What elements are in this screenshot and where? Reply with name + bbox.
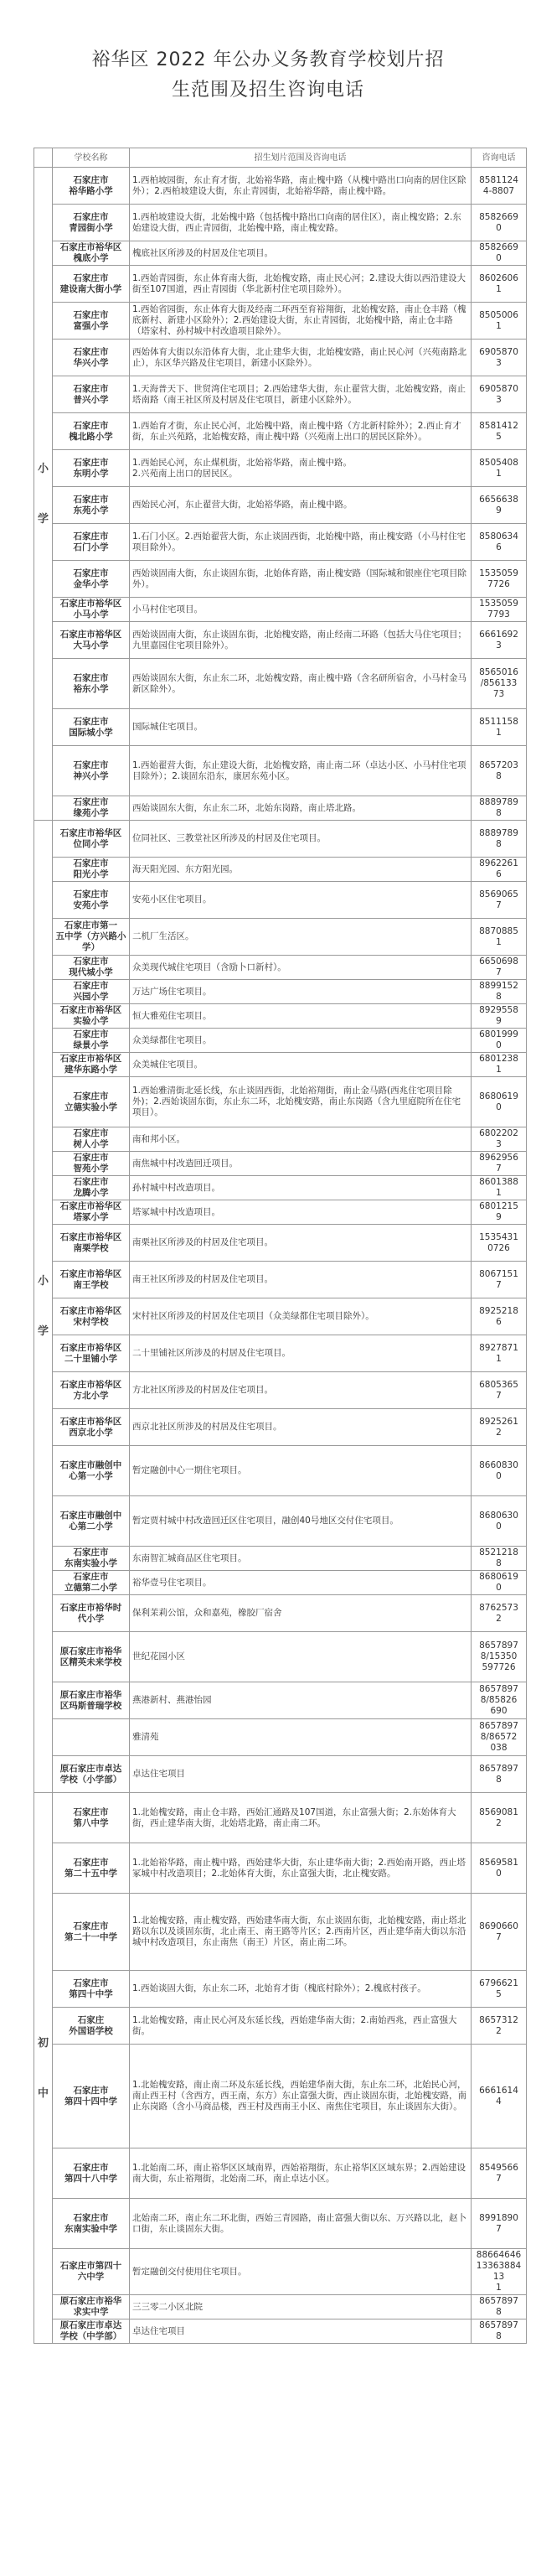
enrollment-scope: 1.西柏坡园街，东止育才街，北始裕华路，南止槐中路（从槐中路出口向南的居住区除外）；2.西柏坡建设大街，东止青园街，北始裕华路，南止槐中路。 bbox=[130, 168, 472, 205]
school-name: 石家庄市 第二十一中学 bbox=[53, 1894, 130, 1971]
table-row bbox=[34, 1793, 527, 1843]
enrollment-scope: 西始谈固东大街，东止东二环，北始东岗路，南止塔北路。 bbox=[130, 796, 472, 821]
table-row bbox=[34, 980, 527, 1004]
school-name: 石家庄市 第四十四中学 bbox=[53, 2045, 130, 2148]
table-row bbox=[34, 1496, 527, 1547]
enrollment-scope: 西始体育大街以东沿体育大街，北止建华大街，北始槐安路，南止民心河（兴苑南路北止），东区华兴路及住宅项目，新建小区除外）。 bbox=[130, 339, 472, 376]
phone-number: 6801215 9 bbox=[472, 1200, 527, 1225]
school-name: 石家庄市裕华区 南栗学校 bbox=[53, 1225, 130, 1262]
phone-number: 88664646 1336388413 1 bbox=[472, 2249, 527, 2295]
phone-number: 8680619 0 bbox=[472, 1077, 527, 1127]
table-row bbox=[34, 205, 527, 241]
enrollment-scope: 1.西始民心河，东止煤机街，北始裕华路，南止槐中路。 2.兴苑南上出口的居民区。 bbox=[130, 450, 472, 487]
phone-number: 8580634 6 bbox=[472, 524, 527, 561]
phone-number: 6805365 7 bbox=[472, 1372, 527, 1409]
school-name: 石家庄市 智苑小学 bbox=[53, 1152, 130, 1176]
table-row bbox=[34, 303, 527, 339]
enrollment-scope: 1.西始青园街，东止体育南大街，北始槐安路，南止民心河；2.建设大街以西沿建设大街至107国道，西止青园街（华北新村住宅项目除外）。 bbox=[130, 266, 472, 303]
table-row bbox=[34, 2045, 527, 2148]
table-row bbox=[34, 1152, 527, 1176]
table-row bbox=[34, 1843, 527, 1894]
table-row bbox=[34, 1127, 527, 1152]
school-name: 石家庄市 裕华路小学 bbox=[53, 168, 130, 205]
school-name: 石家庄市 裕东小学 bbox=[53, 659, 130, 709]
phone-number: 8657312 2 bbox=[472, 2008, 527, 2045]
school-name: 石家庄市 立德第二小学 bbox=[53, 1571, 130, 1595]
enrollment-scope: 暂定贾村城中村改造回迁区住宅项目，融创40号地区交付住宅项目。 bbox=[130, 1496, 472, 1547]
table-row bbox=[34, 1446, 527, 1496]
enrollment-scope: 南王社区所涉及的村居及住宅项目。 bbox=[130, 1262, 472, 1298]
phone-number: 6661692 3 bbox=[472, 622, 527, 659]
phone-number: 6905870 3 bbox=[472, 339, 527, 376]
enrollment-scope: 北始南二环，南止东二环北街，西始三青园路，南止富强大街以东、万兴路以北，赵卜口街，东止谈固东大街。 bbox=[130, 2199, 472, 2249]
school-name: 石家庄市 第二十五中学 bbox=[53, 1843, 130, 1894]
table-row bbox=[34, 956, 527, 980]
school-name: 石家庄市 阳光小学 bbox=[53, 858, 130, 882]
enrollment-scope: 卓达住宅项目 bbox=[130, 1756, 472, 1793]
table-row bbox=[34, 1719, 527, 1756]
table-row bbox=[34, 2199, 527, 2249]
table-row bbox=[34, 858, 527, 882]
enrollment-scope: 二机厂生活区。 bbox=[130, 919, 472, 956]
table-row bbox=[34, 1053, 527, 1077]
enrollment-scope: 海天阳光园、东方阳光园。 bbox=[130, 858, 472, 882]
table-row bbox=[34, 659, 527, 709]
school-name: 石家庄市裕华区 南王学校 bbox=[53, 1262, 130, 1298]
table-row bbox=[34, 882, 527, 919]
enrollment-scope: 恒大雅苑住宅项目。 bbox=[130, 1004, 472, 1029]
table-row bbox=[34, 622, 527, 659]
school-name: 石家庄市 建设南大街小学 bbox=[53, 266, 130, 303]
table-row bbox=[34, 1004, 527, 1029]
school-name: 石家庄市 普兴小学 bbox=[53, 376, 130, 413]
phone-number: 6905870 3 bbox=[472, 376, 527, 413]
school-name: 石家庄市裕华时 代小学 bbox=[53, 1595, 130, 1632]
phone-number: 8067151 7 bbox=[472, 1262, 527, 1298]
phone-number: 8657897 8/15350 597726 bbox=[472, 1632, 527, 1682]
phone-number: 8870885 1 bbox=[472, 919, 527, 956]
enrollment-scope: 西始民心河，东止翟营大街，北始裕华路，南止槐中路。 bbox=[130, 487, 472, 524]
enrollment-scope: 1.北始槐安路，南止槐安路，西始建华南大街，东止谈固东街，北始槐安路，南止塔北路以东以及谈固东街，北止南王、南王路等片区；2.西南片区，西止建华南大街以东沿城中村改造项目，东止南焦（南王）片区，南止南二环。 bbox=[130, 1894, 472, 1971]
table-row bbox=[34, 1547, 527, 1571]
enrollment-scope: 众美城住宅项目。 bbox=[130, 1053, 472, 1077]
enrollment-scope: 1.西始育才街，东止民心河，北始槐中路，南止槐中路（方北新村除外）；2.西止育才街，东止兴苑路，北始槐安路，南止槐中路（兴苑南上出口的居民区除外）。 bbox=[130, 413, 472, 450]
phone-number: 8962956 7 bbox=[472, 1152, 527, 1176]
school-name: 石家庄市 立德实验小学 bbox=[53, 1077, 130, 1127]
phone-number: 8962261 6 bbox=[472, 858, 527, 882]
phone-number: 8601388 1 bbox=[472, 1176, 527, 1200]
school-name: 石家庄市 金华小学 bbox=[53, 561, 130, 598]
table-row bbox=[34, 376, 527, 413]
phone-number: 8657897 8 bbox=[472, 2319, 527, 2344]
school-name: 石家庄市 东明小学 bbox=[53, 450, 130, 487]
table-row bbox=[34, 241, 527, 266]
header-scope: 招生划片范围及咨询电话 bbox=[130, 148, 472, 168]
phone-number: 6796621 5 bbox=[472, 1971, 527, 2008]
table-header-row bbox=[34, 148, 527, 168]
title-line-1: 裕华区 2022 年公办义务教育学校划片招 bbox=[91, 49, 445, 70]
enrollment-scope: 南焦城中村改造回迁项目。 bbox=[130, 1152, 472, 1176]
enrollment-scope: 雅清苑 bbox=[130, 1719, 472, 1756]
school-name: 石家庄市 槐北路小学 bbox=[53, 413, 130, 450]
phone-number: 8521218 8 bbox=[472, 1547, 527, 1571]
phone-number: 6661614 4 bbox=[472, 2045, 527, 2148]
table-row bbox=[34, 339, 527, 376]
phone-number: 8889789 8 bbox=[472, 821, 527, 858]
table-row bbox=[34, 709, 527, 746]
phone-number: 6802202 3 bbox=[472, 1127, 527, 1152]
enrollment-scope: 塔冢城中村改造项目。 bbox=[130, 1200, 472, 1225]
enrollment-scope: 东南智汇城商品区住宅项目。 bbox=[130, 1547, 472, 1571]
school-name: 石家庄市 国际城小学 bbox=[53, 709, 130, 746]
enrollment-scope: 卓达住宅项目 bbox=[130, 2319, 472, 2344]
enrollment-scope: 1.北始槐安路，南止民心河及东延长线，西始建华南大街；2.南始西兆，西止富强大街。 bbox=[130, 2008, 472, 2045]
enrollment-scope: 西京北社区所涉及的村居及住宅项目。 bbox=[130, 1409, 472, 1446]
phone-number: 8657897 8/85826 690 bbox=[472, 1682, 527, 1719]
header-section bbox=[34, 148, 53, 168]
table-row bbox=[34, 1077, 527, 1127]
enrollment-scope: 1.西始省园街，东止体育大街及经南二环西至育裕翔街，北始槐安路，南止仓丰路（槐底新村、新建小区除外）；2.西始建设大街，东止青园街，北始槐中路，南止仓丰路（塔家村、孙村城中村改造项目除外）。 bbox=[130, 303, 472, 339]
header-phone: 咨询电话 bbox=[472, 148, 527, 168]
table-row bbox=[34, 821, 527, 858]
table-row bbox=[34, 2148, 527, 2199]
school-name: 石家庄市第一 五中学（方兴路小 学） bbox=[53, 919, 130, 956]
phone-number: 8582669 0 bbox=[472, 205, 527, 241]
school-name: 石家庄市 第四十八中学 bbox=[53, 2148, 130, 2199]
table-row bbox=[34, 1176, 527, 1200]
table-row bbox=[34, 1571, 527, 1595]
enrollment-scope: 国际城住宅项目。 bbox=[130, 709, 472, 746]
phone-number: 8511158 1 bbox=[472, 709, 527, 746]
enrollment-scope: 安苑小区住宅项目。 bbox=[130, 882, 472, 919]
enrollment-scope: 1.北始槐安路，南止南二环及东延长线，西始建华南大街，东止东二环，北始民心河，南止西王村（含西方，西王南，东方）东止富强大街，西止谈固东街，北始槐安路，南止东岗路（含小马商品楼，西王村及西南王小区、南焦住宅项目，东止谈固东大街）。 bbox=[130, 2045, 472, 2148]
school-name: 石家庄市 青园街小学 bbox=[53, 205, 130, 241]
school-name: 石家庄市 绿景小学 bbox=[53, 1029, 130, 1053]
table-row bbox=[34, 1200, 527, 1225]
enrollment-scope: 南和邦小区。 bbox=[130, 1127, 472, 1152]
school-name: 石家庄市 神兴小学 bbox=[53, 746, 130, 796]
phone-number: 6801238 1 bbox=[472, 1053, 527, 1077]
school-name: 石家庄市 第四十中学 bbox=[53, 1971, 130, 2008]
school-name bbox=[53, 1719, 130, 1756]
header-school: 学校名称 bbox=[53, 148, 130, 168]
school-name: 石家庄市裕华区 二十里铺小学 bbox=[53, 1335, 130, 1372]
school-name: 石家庄市裕华区 实验小学 bbox=[53, 1004, 130, 1029]
enrollment-scope: 1.北始南二环，南止裕华区区域南界，西始裕翔街，东止裕华区区域东界；2.西始建设南大街，东止裕翔街，北始南二环，南止卓达小区。 bbox=[130, 2148, 472, 2199]
school-name: 石家庄市 石门小学 bbox=[53, 524, 130, 561]
table-row bbox=[34, 2295, 527, 2319]
phone-number: 8565016 /856133 73 bbox=[472, 659, 527, 709]
table-row bbox=[34, 1971, 527, 2008]
table-row bbox=[34, 1595, 527, 1632]
phone-number: 1535431 0726 bbox=[472, 1225, 527, 1262]
phone-number: 8569081 2 bbox=[472, 1793, 527, 1843]
phone-number: 8690660 7 bbox=[472, 1894, 527, 1971]
school-name: 石家庄市裕华区 大马小学 bbox=[53, 622, 130, 659]
table-row bbox=[34, 1894, 527, 1971]
table-row bbox=[34, 1372, 527, 1409]
phone-number: 8657203 8 bbox=[472, 746, 527, 796]
school-name: 石家庄市裕华区 宋村学校 bbox=[53, 1298, 130, 1335]
enrollment-scope: 1.天海普天下、世贸湾住宅项目；2.西始建华大街，东止翟营大街，北始槐安路，南止塔南路（南王社区所及村居及住宅项目，新建小区除外）。 bbox=[130, 376, 472, 413]
phone-number: 8549566 7 bbox=[472, 2148, 527, 2199]
phone-number: 8991890 7 bbox=[472, 2199, 527, 2249]
table-row bbox=[34, 919, 527, 956]
table-body bbox=[34, 168, 527, 2344]
table-row bbox=[34, 266, 527, 303]
document-title bbox=[0, 0, 536, 101]
school-name: 石家庄市 富强小学 bbox=[53, 303, 130, 339]
phone-number: 8581124 4-8807 bbox=[472, 168, 527, 205]
table-row bbox=[34, 2008, 527, 2045]
school-name: 石家庄市 缘苑小学 bbox=[53, 796, 130, 821]
enrollment-scope: 1.西始雅清街北延长线，东止谈固西街，北始裕翔街，南止金马路(西兆住宅项目除外)；2.西始谈固东街，东止东二环，北始槐安路，南止东岗路（含九里庭院所在住宅项目）。 bbox=[130, 1077, 472, 1127]
enrollment-scope: 众美绿都住宅项目。 bbox=[130, 1029, 472, 1053]
phone-number: 8762573 2 bbox=[472, 1595, 527, 1632]
enrollment-scope: 世纪花园小区 bbox=[130, 1632, 472, 1682]
table-row bbox=[34, 1682, 527, 1719]
enrollment-scope: 方北社区所涉及的村居及住宅项目。 bbox=[130, 1372, 472, 1409]
enrollment-scope: 1.北始槐安路，南止仓丰路，西始汇通路及107国道，东止富强大街；2.东始体育大街，西止建华南大街，北始塔北路，南止南二环。 bbox=[130, 1793, 472, 1843]
table-row bbox=[34, 450, 527, 487]
enrollment-scope: 1.西始翟营大街，东止建设大街，北始槐安路，南止南二环（卓达小区、小马村住宅项目除外）；2.谈固东沿东，康居东苑小区。 bbox=[130, 746, 472, 796]
table-row bbox=[34, 1029, 527, 1053]
phone-number: 8660830 0 bbox=[472, 1446, 527, 1496]
phone-number: 8657897 8/86572 038 bbox=[472, 1719, 527, 1756]
enrollment-scope: 孙村城中村改造项目。 bbox=[130, 1176, 472, 1200]
school-name: 石家庄市 华兴小学 bbox=[53, 339, 130, 376]
phone-number: 8657897 8 bbox=[472, 2295, 527, 2319]
table-row bbox=[34, 1225, 527, 1262]
table-row bbox=[34, 1409, 527, 1446]
enrollment-scope: 西始谈固南大街，东止谈固东街，北始槐安路，南止经南二环路（包括大马住宅项目；九里嘉园住宅项目除外）。 bbox=[130, 622, 472, 659]
school-name: 石家庄市裕华区 位同小学 bbox=[53, 821, 130, 858]
enrollment-scope: 保利茉莉公馆，众和嘉苑，橡胶厂宿舍 bbox=[130, 1595, 472, 1632]
enrollment-scope: 众美现代城住宅项目（含励卜口新村）。 bbox=[130, 956, 472, 980]
enrollment-scope: 万达广场住宅项目。 bbox=[130, 980, 472, 1004]
table-row bbox=[34, 1335, 527, 1372]
enrollment-scope: 西始谈固东大街，东止东二环，北始槐安路，南止槐中路（含名研所宿舍，小马村金马新区除外）。 bbox=[130, 659, 472, 709]
enrollment-scope: 宋村社区所涉及的村居及住宅项目（众美绿都住宅项目除外）。 bbox=[130, 1298, 472, 1335]
school-name: 石家庄市 第八中学 bbox=[53, 1793, 130, 1843]
title-line-2: 生范围及招生咨询电话 bbox=[171, 80, 364, 101]
enrollment-scope: 槐底社区所涉及的村居及住宅项目。 bbox=[130, 241, 472, 266]
enrollment-scope: 暂定融创中心一期住宅项目。 bbox=[130, 1446, 472, 1496]
table-row bbox=[34, 1632, 527, 1682]
enrollment-scope: 1.石门小区。2.西始翟营大街，东止谈固西街，北始槐中路，南止槐安路（小马村住宅项目除外）。 bbox=[130, 524, 472, 561]
phone-number: 8582669 0 bbox=[472, 241, 527, 266]
school-name: 石家庄市第四十 六中学 bbox=[53, 2249, 130, 2295]
school-name: 原石家庄市裕华 求实中学 bbox=[53, 2295, 130, 2319]
table-row bbox=[34, 1298, 527, 1335]
enrollment-scope: 小马村住宅项目。 bbox=[130, 598, 472, 622]
table-row bbox=[34, 796, 527, 821]
enrollment-scope: 裕华壹号住宅项目。 bbox=[130, 1571, 472, 1595]
school-name: 原石家庄市裕华 区玛斯普瑞学校 bbox=[53, 1682, 130, 1719]
table-row bbox=[34, 561, 527, 598]
phone-number: 8581412 5 bbox=[472, 413, 527, 450]
school-name: 石家庄市 龙腾小学 bbox=[53, 1176, 130, 1200]
table-row bbox=[34, 168, 527, 205]
school-name: 石家庄市 东苑小学 bbox=[53, 487, 130, 524]
phone-number: 8569065 7 bbox=[472, 882, 527, 919]
phone-number: 8680630 0 bbox=[472, 1496, 527, 1547]
phone-number: 8505408 1 bbox=[472, 450, 527, 487]
enrollment-scope: 1.西柏坡建设大街，北始槐中路（包括槐中路出口向南的居住区），南止槐安路；2.东始建设大街，西止青园街，北始槐中路，南止槐安路。 bbox=[130, 205, 472, 241]
school-name: 石家庄 外国语学校 bbox=[53, 2008, 130, 2045]
school-name: 原石家庄市卓达 学校（小学部） bbox=[53, 1756, 130, 1793]
table-row bbox=[34, 413, 527, 450]
phone-number: 8899152 8 bbox=[472, 980, 527, 1004]
phone-number: 6656638 9 bbox=[472, 487, 527, 524]
phone-number: 8569581 0 bbox=[472, 1843, 527, 1894]
school-name: 石家庄市裕华区 槐底小学 bbox=[53, 241, 130, 266]
school-name: 原石家庄市卓达 学校（中学部） bbox=[53, 2319, 130, 2344]
enrollment-scope: 暂定融创交付使用住宅项目。 bbox=[130, 2249, 472, 2295]
section-label: 小 学 bbox=[34, 821, 53, 1793]
section-label: 小 学 bbox=[34, 168, 53, 821]
enrollment-table bbox=[34, 148, 527, 2344]
school-name: 石家庄市裕华区 塔冢小学 bbox=[53, 1200, 130, 1225]
enrollment-scope: 二十里铺社区所涉及的村居及住宅项目。 bbox=[130, 1335, 472, 1372]
school-name: 原石家庄市裕华 区精英未来学校 bbox=[53, 1632, 130, 1682]
phone-number: 8602606 1 bbox=[472, 266, 527, 303]
enrollment-scope: 三三零二小区北院 bbox=[130, 2295, 472, 2319]
table-row bbox=[34, 2249, 527, 2295]
table-row bbox=[34, 1756, 527, 1793]
phone-number: 1535059 7726 bbox=[472, 561, 527, 598]
school-name: 石家庄市 东南实验小学 bbox=[53, 1547, 130, 1571]
school-name: 石家庄市融创中 心第一小学 bbox=[53, 1446, 130, 1496]
school-name: 石家庄市裕华区 方北小学 bbox=[53, 1372, 130, 1409]
table-row bbox=[34, 598, 527, 622]
school-name: 石家庄市 树人小学 bbox=[53, 1127, 130, 1152]
school-name: 石家庄市裕华区 建华东路小学 bbox=[53, 1053, 130, 1077]
phone-number: 6801999 0 bbox=[472, 1029, 527, 1053]
school-name: 石家庄市裕华区 西京北小学 bbox=[53, 1409, 130, 1446]
phone-number: 8505006 1 bbox=[472, 303, 527, 339]
phone-number: 8657897 8 bbox=[472, 1756, 527, 1793]
table-row bbox=[34, 1262, 527, 1298]
enrollment-scope: 南栗社区所涉及的村居及住宅项目。 bbox=[130, 1225, 472, 1262]
table-row bbox=[34, 524, 527, 561]
school-name: 石家庄市融创中 心第二小学 bbox=[53, 1496, 130, 1547]
school-name: 石家庄市 兴园小学 bbox=[53, 980, 130, 1004]
school-name: 石家庄市 东南实验中学 bbox=[53, 2199, 130, 2249]
enrollment-scope: 位同社区、三教堂社区所涉及的村居及住宅项目。 bbox=[130, 821, 472, 858]
school-name: 石家庄市裕华区 小马小学 bbox=[53, 598, 130, 622]
phone-number: 8925218 6 bbox=[472, 1298, 527, 1335]
phone-number: 8929558 9 bbox=[472, 1004, 527, 1029]
phone-number: 8927871 1 bbox=[472, 1335, 527, 1372]
section-label: 初 中 bbox=[34, 1793, 53, 2344]
phone-number: 8925261 2 bbox=[472, 1409, 527, 1446]
enrollment-scope: 1.西始谈固大街，东止东二环，北始育才街（槐底村除外）；2.槐底村孩子。 bbox=[130, 1971, 472, 2008]
phone-number: 8680619 0 bbox=[472, 1571, 527, 1595]
table-row bbox=[34, 746, 527, 796]
phone-number: 1535059 7793 bbox=[472, 598, 527, 622]
table-row bbox=[34, 2319, 527, 2344]
phone-number: 6650698 7 bbox=[472, 956, 527, 980]
phone-number: 8889789 8 bbox=[472, 796, 527, 821]
enrollment-scope: 1.北始裕华路，南止槐中路，西始建华大街，东止建华南大街；2.西始南开路，西止塔冢城中村改造项目；2.北始体育大街，东止富强大街，北止槐安路。 bbox=[130, 1843, 472, 1894]
school-name: 石家庄市 现代城小学 bbox=[53, 956, 130, 980]
table-row bbox=[34, 487, 527, 524]
school-name: 石家庄市 安苑小学 bbox=[53, 882, 130, 919]
enrollment-scope: 燕港新村、燕港怡园 bbox=[130, 1682, 472, 1719]
enrollment-scope: 西始谈固南大街，东止谈固东街，北始体育路，南止槐安路（国际城和银座住宅项目除外）。 bbox=[130, 561, 472, 598]
